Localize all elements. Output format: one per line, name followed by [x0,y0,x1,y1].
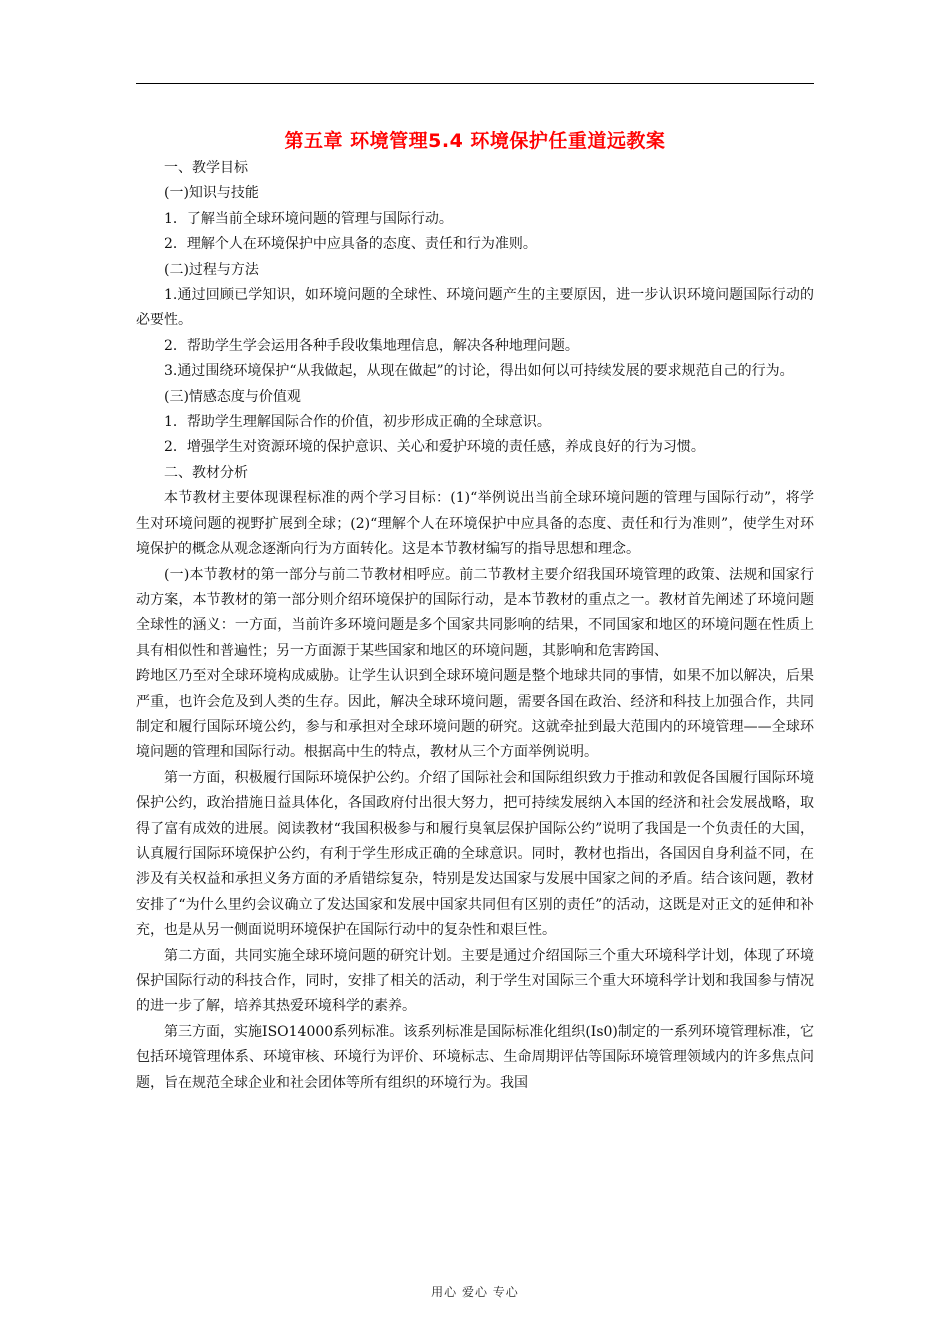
paragraph: 1．帮助学生理解国际合作的价值，初步形成正确的全球意识。 [164,414,551,431]
paragraph: (一)本节教材的第一部分与前二节教材相呼应。前二节教材主要介绍我国环境管理的政策、法规和国家行动方案，本节教材的第一部分则介绍环境保护的国际行动，是本节教材的重点之一。教材首先阐述了环境问题全球性的涵义：一方面，当前许多环境问题是多个国家共同影响的结果，不同国家和地区的环境问题在性质上具有相似性和普遍性；另一方面源于某些国家和地区的环境问题，其影响和危害跨国、 [136,566,814,659]
heading-objectives: 一、教学目标 [164,160,248,176]
subheading-attitudes-values: (三)情感态度与价值观 [164,388,301,405]
heading-material-analysis: 二、教材分析 [164,464,248,481]
paragraph: 第一方面，积极履行国际环境保护公约。介绍了国际社会和国际组织致力于推动和敦促各国履行国际环境保护公约，政治措施日益具体化，各国政府付出很大努力，把可持续发展纳入本国的经济和社会发展战略，取得了富有成效的进展。阅读教材“我国积极参与和履行臭氧层保护国际公约”说明了我国是一个负责任的大国，认真履行国际环境保护公约，有利于学生形成正确的全球意识。同时，教材也指出，各国因自身利益不同，在涉及有关权益和承担义务方面的矛盾错综复杂，特别是发达国家与发展中国家之间的矛盾。结合该问题，教材安排了“为什么里约会议确立了发达国家和发展中国家共同但有区别的责任”的活动，这既是对正文的延伸和补充，也是从另一侧面说明环境保护在国际行动中的复杂性和艰巨性。 [136,769,814,939]
document-body [136,156,814,1096]
page-footer: 用心 爱心 专心 [431,1285,519,1299]
document-title: 第五章 环境管理5.4 环境保护任重道远教案 [284,130,666,152]
paragraph: 1．了解当前全球环境问题的管理与国际行动。 [164,210,453,227]
subheading-knowledge-skills: (一)知识与技能 [164,185,259,202]
paragraph: 2．增强学生对资源环境的保护意识、关心和爱护环境的责任感，养成良好的行为习惯。 [164,439,705,456]
paragraph: 2．帮助学生学会运用各种手段收集地理信息，解决各种地理问题。 [164,337,579,354]
paragraph: 跨地区乃至对全球环境构成威胁。让学生认识到全球环境问题是整个地球共同的事情，如果不加以解决，后果严重，也许会危及到人类的生存。因此，解决全球环境问题，需要各国在政治、经济和科技上加强合作，共同制定和履行国际环境公约，参与和承担对全球环境问题的研究。这就牵扯到最大范围内的环境管理——全球环境问题的管理和国际行动。根据高中生的特点，教材从三个方面举例说明。 [136,668,814,761]
header-rule [136,83,814,84]
subheading-process-methods: (二)过程与方法 [164,261,259,278]
paragraph: 第三方面，实施ISO14000系列标准。该系列标准是国际标准化组织(Is0)制定的一系列环境管理标准，它包括环境管理体系、环境审核、环境行为评价、环境标志、生命周期评估等国际环境管理领域内的许多焦点问题，旨在规范全球企业和社会团体等所有组织的环境行为。我国 [136,1023,814,1091]
paragraph: 2．理解个人在环境保护中应具备的态度、责任和行为准则。 [164,236,537,253]
paragraph: 本节教材主要体现课程标准的两个学习目标：(1)“举例说出当前全球环境问题的管理与国际行动”，将学生对环境问题的视野扩展到全球；(2)“理解个人在环境保护中应具备的态度、责任和行为准则”，使学生对环境保护的概念从观念逐渐向行为方面转化。这是本节教材编写的指导思想和理念。 [136,490,814,558]
paragraph: 3.通过围绕环境保护“从我做起，从现在做起”的讨论，得出如何以可持续发展的要求规范自己的行为。 [164,363,794,380]
paragraph: 1.通过回顾已学知识，如环境问题的全球性、环境问题产生的主要原因，进一步认识环境问题国际行动的必要性。 [136,287,814,329]
paragraph: 第二方面，共同实施全球环境问题的研究计划。主要是通过介绍国际三个重大环境科学计划，体现了环境保护国际行动的科技合作，同时，安排了相关的活动，利于学生对国际三个重大环境科学计划和我国参与情况的进一步了解，培养其热爱环境科学的素养。 [136,947,814,1015]
